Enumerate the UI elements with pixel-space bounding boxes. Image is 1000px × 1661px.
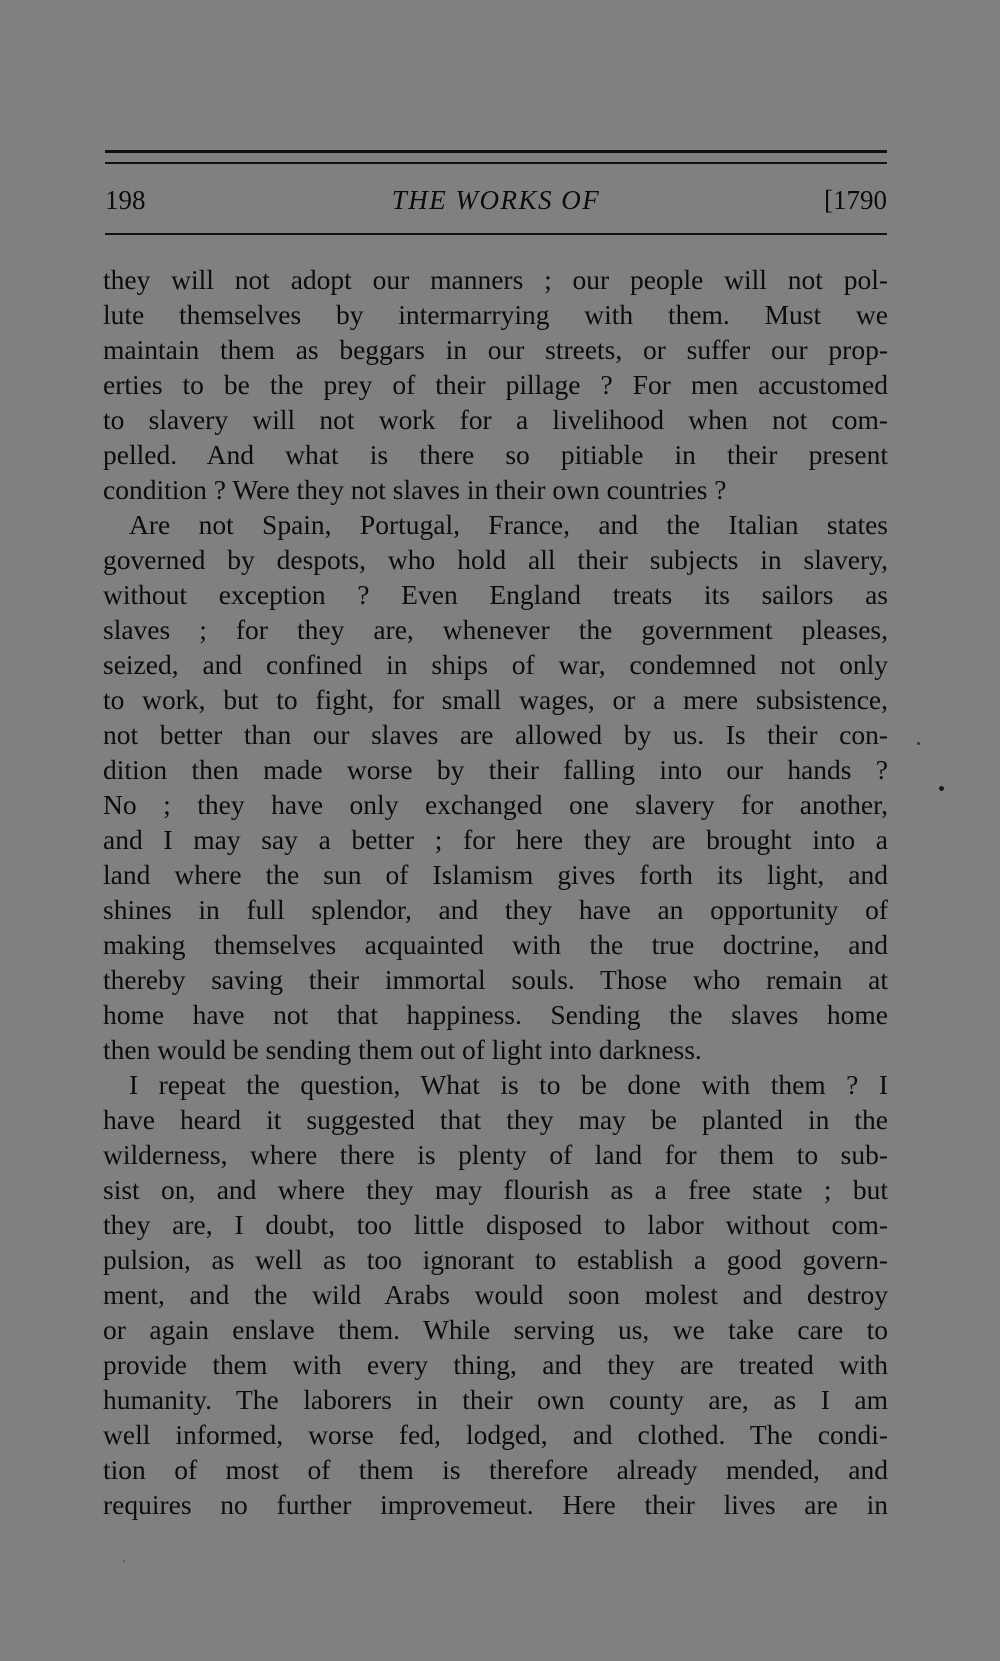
text-line: they are, I doubt, too little disposed to labor without com- xyxy=(103,1209,888,1240)
text-line: provide them with every thing, and they are treated with xyxy=(103,1349,888,1380)
text-line: have heard it suggested that they may be planted in the xyxy=(103,1104,888,1135)
text-line: wilderness, where there is plenty of land for them to sub- xyxy=(103,1139,888,1170)
text-line: ment, and the wild Arabs would soon molest and destroy xyxy=(103,1279,888,1310)
text-line: home have not that happiness. Sending the slaves home xyxy=(103,999,888,1030)
text-line: sist on, and where they may flourish as a free state ; but xyxy=(103,1174,888,1205)
text-line: maintain them as beggars in our streets, or suffer our prop- xyxy=(103,334,888,365)
paragraph-first-line: I repeat the question, What is to be done with them ? I xyxy=(129,1069,888,1100)
text-line: or again enslave them. While serving us, we take care to xyxy=(103,1314,888,1345)
text-line: and I may say a better ; for here they are brought into a xyxy=(103,824,888,855)
page-number: 198 xyxy=(105,185,146,215)
text-line: then would be sending them out of light into darkness. xyxy=(103,1034,702,1065)
text-line: requires no further improvemeut. Here their lives are in xyxy=(103,1489,888,1520)
text-line: to work, but to fight, for small wages, or a mere subsistence, xyxy=(103,684,888,715)
paragraph-first-line: Are not Spain, Portugal, France, and the Italian states xyxy=(129,509,888,540)
running-title: THE WORKS OF xyxy=(391,185,601,215)
ink-speck xyxy=(939,786,944,791)
text-line: condition ? Were they not slaves in their own countries ? xyxy=(103,474,727,505)
body-text xyxy=(103,262,888,1522)
header-rule xyxy=(105,233,887,235)
running-header xyxy=(105,178,887,222)
text-line: dition then made worse by their falling into our hands ? xyxy=(103,754,888,785)
ink-speck xyxy=(123,1560,125,1562)
text-line: without exception ? Even England treats its sailors as xyxy=(103,579,888,610)
text-line: governed by despots, who hold all their subjects in slavery, xyxy=(103,544,888,575)
text-line: thereby saving their immortal souls. Those who remain at xyxy=(103,964,888,995)
header-year: [1790 xyxy=(824,185,887,215)
text-line: shines in full splendor, and they have an opportunity of xyxy=(103,894,888,925)
text-line: pulsion, as well as too ignorant to establish a good govern- xyxy=(103,1244,888,1275)
text-line: erties to be the prey of their pillage ? For men accustomed xyxy=(103,369,888,400)
text-line: pelled. And what is there so pitiable in their present xyxy=(103,439,888,470)
text-line: land where the sun of Islamism gives forth its light, and xyxy=(103,859,888,890)
text-line: tion of most of them is therefore already mended, and xyxy=(103,1454,888,1485)
text-line: seized, and confined in ships of war, condemned not only xyxy=(103,649,888,680)
text-line: not better than our slaves are allowed by us. Is their con- xyxy=(103,719,888,750)
text-line: No ; they have only exchanged one slavery for another, xyxy=(103,789,888,820)
text-line: they will not adopt our manners ; our people will not pol- xyxy=(103,264,888,295)
header-double-rule-top xyxy=(105,150,887,153)
text-line: to slavery will not work for a livelihood when not com- xyxy=(103,404,888,435)
ink-speck xyxy=(917,742,920,745)
text-line: humanity. The laborers in their own county are, as I am xyxy=(103,1384,888,1415)
text-line: well informed, worse fed, lodged, and clothed. The condi- xyxy=(103,1419,888,1450)
header-double-rule-bottom xyxy=(105,162,887,164)
text-line: lute themselves by intermarrying with them. Must we xyxy=(103,299,888,330)
text-line: slaves ; for they are, whenever the government pleases, xyxy=(103,614,888,645)
text-line: making themselves acquainted with the true doctrine, and xyxy=(103,929,888,960)
